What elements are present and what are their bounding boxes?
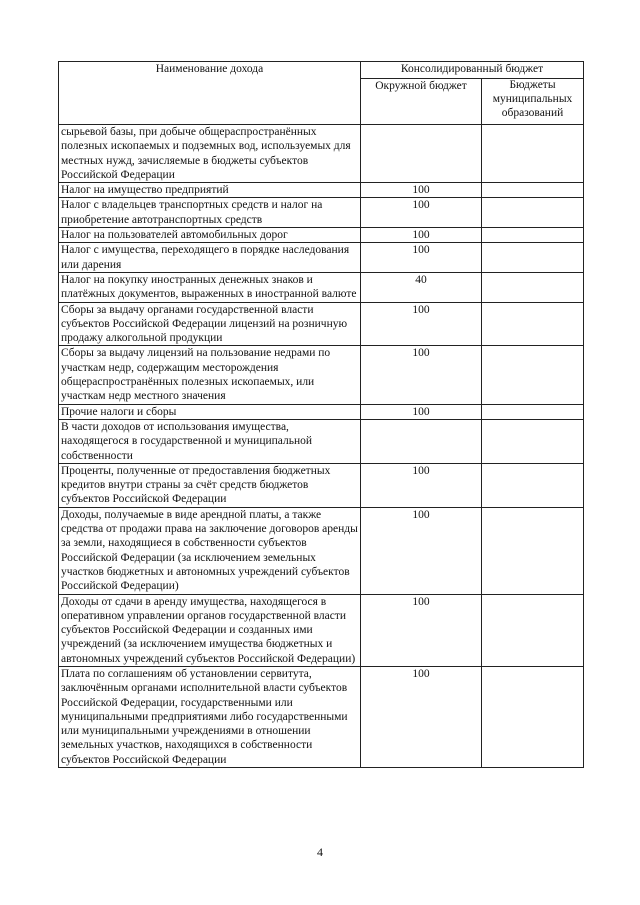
row-municipal-value bbox=[482, 183, 584, 198]
table-row bbox=[59, 198, 584, 228]
table-row bbox=[59, 666, 584, 767]
table-section-row bbox=[59, 419, 584, 463]
section-heading: В части доходов от использования имущества, находящегося в государственной и муниципальной собственности bbox=[59, 419, 361, 463]
row-name: Налог на пользователей автомобильных дорог bbox=[59, 228, 361, 243]
table-row bbox=[59, 228, 584, 243]
row-municipal-value bbox=[482, 594, 584, 666]
row-municipal-value bbox=[482, 666, 584, 767]
row-name: Налог на имущество предприятий bbox=[59, 183, 361, 198]
row-okrug-value: 100 bbox=[361, 228, 482, 243]
row-okrug-value: 40 bbox=[361, 272, 482, 302]
row-municipal-value bbox=[482, 419, 584, 463]
row-municipal-value bbox=[482, 272, 584, 302]
row-name: Сборы за выдачу органами государственной власти субъектов Российской Федерации лицензий на розничную продажу алкогольной продукции bbox=[59, 302, 361, 346]
row-municipal-value bbox=[482, 228, 584, 243]
row-name: Прочие налоги и сборы bbox=[59, 404, 361, 419]
row-okrug-value bbox=[361, 125, 482, 183]
row-municipal-value bbox=[482, 302, 584, 346]
row-name: Сборы за выдачу лицензий на пользование недрами по участкам недр, содержащим месторождения общераспространённых полезных ископаемых, или участкам недр местного значения bbox=[59, 346, 361, 404]
table-row bbox=[59, 404, 584, 419]
row-name: Проценты, полученные от предоставления бюджетных кредитов внутри страны за счёт средств бюджетов субъектов Российской Федерации bbox=[59, 463, 361, 507]
row-municipal-value bbox=[482, 125, 584, 183]
table-row bbox=[59, 302, 584, 346]
row-municipal-value bbox=[482, 198, 584, 228]
row-municipal-value bbox=[482, 463, 584, 507]
row-municipal-value bbox=[482, 243, 584, 273]
row-okrug-value: 100 bbox=[361, 463, 482, 507]
row-municipal-value bbox=[482, 404, 584, 419]
row-okrug-value: 100 bbox=[361, 302, 482, 346]
row-okrug-value: 100 bbox=[361, 404, 482, 419]
table-row bbox=[59, 243, 584, 273]
row-okrug-value: 100 bbox=[361, 243, 482, 273]
row-okrug-value: 100 bbox=[361, 666, 482, 767]
row-name: Доходы от сдачи в аренду имущества, находящегося в оперативном управлении органов государственной власти субъектов Российской Федерации и созданных ими учреждений (за исключением имущества бюджетных и автономных учреждений субъектов Российской Федерации) bbox=[59, 594, 361, 666]
row-municipal-value bbox=[482, 507, 584, 594]
budget-table bbox=[58, 61, 584, 768]
header-okrug-budget: Окружной бюджет bbox=[361, 79, 482, 125]
row-okrug-value: 100 bbox=[361, 183, 482, 198]
row-okrug-value bbox=[361, 419, 482, 463]
row-okrug-value: 100 bbox=[361, 594, 482, 666]
page-number: 4 bbox=[317, 845, 323, 859]
row-okrug-value: 100 bbox=[361, 198, 482, 228]
header-consolidated-budget: Консолидированный бюджет bbox=[361, 62, 584, 79]
row-name: сырьевой базы, при добыче общераспространённых полезных ископаемых и подземных вод, используемых для местных нужд, зачисляемые в бюджеты субъектов Российской Федерации bbox=[59, 125, 361, 183]
row-municipal-value bbox=[482, 346, 584, 404]
table-row bbox=[59, 463, 584, 507]
table-row bbox=[59, 594, 584, 666]
row-name: Налог с имущества, переходящего в порядке наследования или дарения bbox=[59, 243, 361, 273]
row-okrug-value: 100 bbox=[361, 346, 482, 404]
table-row bbox=[59, 183, 584, 198]
row-name: Плата по соглашениям об установлении сервитута, заключённым органами исполнительной власти субъектов Российской Федерации, государственными или муниципальными предприятиями либо государственными или муниципальными учреждениями в отношении земельных участков, находящихся в собственности субъектов Российской Федерации bbox=[59, 666, 361, 767]
header-income-name: Наименование дохода bbox=[59, 62, 361, 125]
table-row bbox=[59, 125, 584, 183]
table-row bbox=[59, 507, 584, 594]
row-okrug-value: 100 bbox=[361, 507, 482, 594]
header-municipal-budgets: Бюджеты муниципальных образований bbox=[482, 79, 584, 125]
row-name: Доходы, получаемые в виде арендной платы, а также средства от продажи права на заключение договоров аренды за земли, находящиеся в собственности субъектов Российской Федерации (за исключением земельных участков бюджетных и автономных учреждений субъектов Российской Федерации) bbox=[59, 507, 361, 594]
table-row bbox=[59, 346, 584, 404]
table-row bbox=[59, 272, 584, 302]
row-name: Налог на покупку иностранных денежных знаков и платёжных документов, выраженных в иностранной валюте bbox=[59, 272, 361, 302]
row-name: Налог с владельцев транспортных средств и налог на приобретение автотранспортных средств bbox=[59, 198, 361, 228]
